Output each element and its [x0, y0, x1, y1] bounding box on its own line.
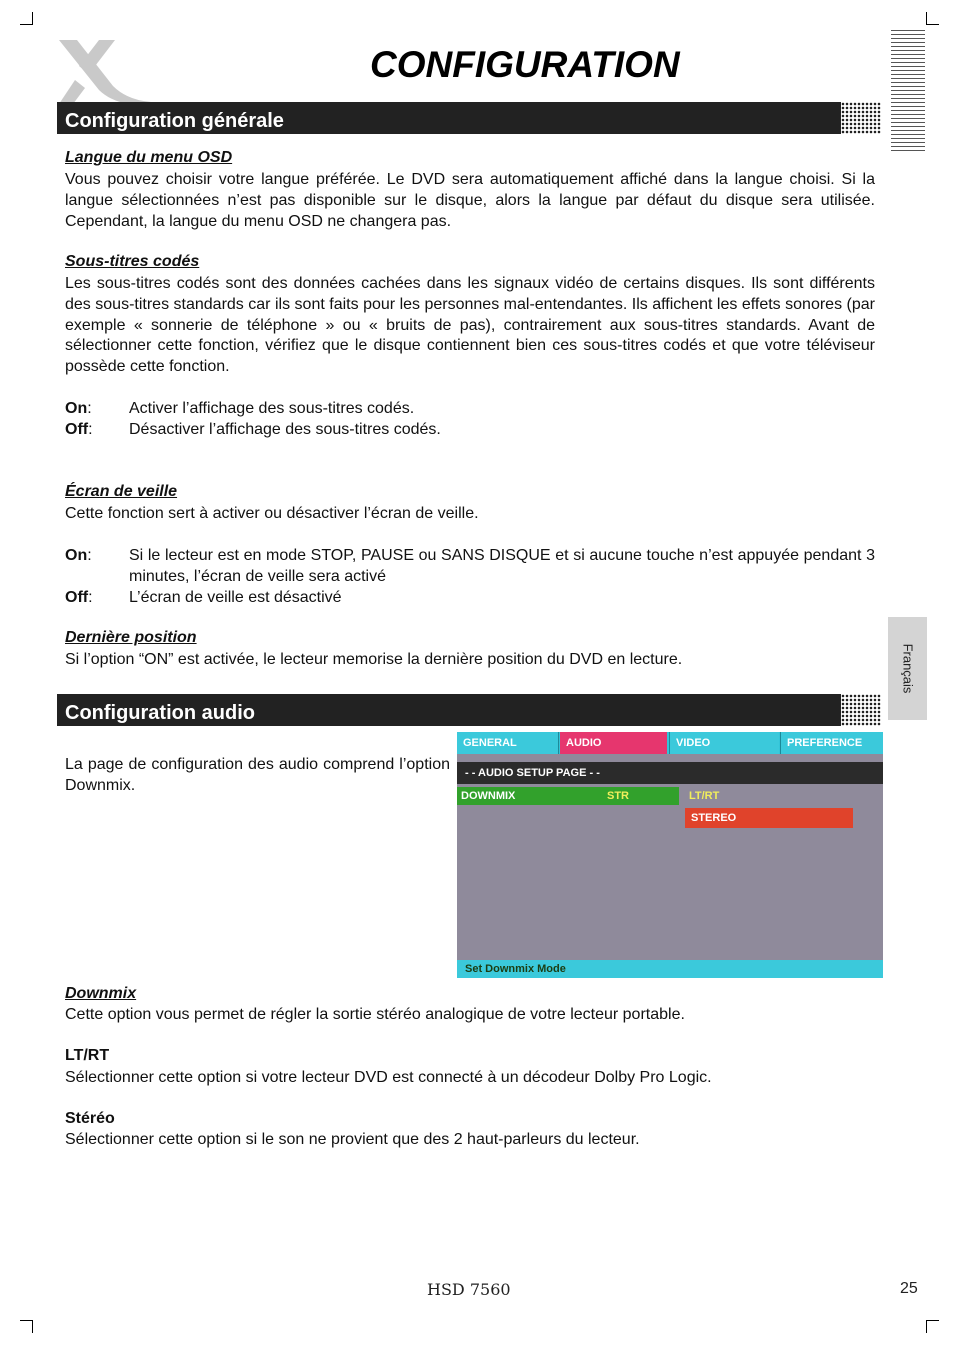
- osd-page-title: - - AUDIO SETUP PAGE - -: [457, 762, 883, 784]
- crop-mark-bottom-left: [20, 1320, 33, 1333]
- subtitles-off-option: Off: Désactiver l’affichage des sous-titres codés.: [65, 420, 875, 441]
- osd-tab-audio: AUDIO: [560, 732, 667, 754]
- section-header-general: [57, 102, 881, 134]
- last-position-heading: Dernière position: [65, 629, 197, 646]
- page-title: CONFIGURATION: [370, 44, 680, 85]
- page-number: 25: [900, 1280, 918, 1297]
- osd-row-value: STR: [607, 790, 629, 802]
- language-tab: [888, 617, 927, 720]
- osd-option-stereo: STEREO: [685, 808, 853, 828]
- option-text: Si le lecteur est en mode STOP, PAUSE ou SANS DISQUE et si aucune touche n’est appuyée pendant 3 minutes, l’écran de veille sera activé: [129, 547, 875, 585]
- section-title: Configuration générale: [65, 109, 284, 132]
- downmix-heading: Downmix: [65, 985, 137, 1002]
- subtitles-heading: Sous-titres codés: [65, 253, 200, 270]
- screensaver-heading: Écran de veille: [65, 483, 178, 500]
- option-key: On: [65, 547, 88, 564]
- ltrt-heading: LT/RT: [65, 1047, 110, 1064]
- osd-option-ltrt: LT/RT: [689, 790, 720, 802]
- crop-mark-top-right: [926, 12, 939, 25]
- subtitles-text: Les sous-titres codés sont des données cachées dans les signaux vidéo de certains disques. Ils sont différents des sous-titres standards car ils sont faits pour les personnes mal-entendantes. Ils affichent les effets sonores (par exemple « sonnerie de téléphone » ou « bruits de pas), contrairement aux sous-titres standards. Avant de sélectionner cette fonction, vérifiez que le disque contiennent bien ces sous-titres codés et que votre téléviseur possède cette fonction.: [65, 275, 875, 376]
- option-key: On: [65, 400, 88, 417]
- stereo-text: Sélectionner cette option si le son ne provient que des 2 haut-parleurs du lecteur.: [65, 1131, 640, 1148]
- dot-pattern: [841, 694, 881, 726]
- brand-x-logo: [55, 38, 155, 106]
- osd-language-text: Vous pouvez choisir votre langue préférée. Le DVD sera automatiquement affiché dans la langue choisi. Si la langue sélectionnées n’est pas disponible sur le disque, alors la langue par défaut du disque sera utilisée. Cependant, la langue du menu OSD ne changera pas.: [65, 171, 875, 230]
- subtitles-on-option: On: Activer l’affichage des sous-titres codés.: [65, 399, 875, 420]
- screensaver-text: Cette fonction sert à activer ou désactiver l’écran de veille.: [65, 505, 479, 522]
- screensaver-on-option: On: Si le lecteur est en mode STOP, PAUSE ou SANS DISQUE et si aucune touche n’est appuyée pendant 3 minutes, l’écran de veille sera activé: [65, 546, 875, 588]
- option-key: Off: [65, 421, 89, 438]
- decorative-stripes: [891, 30, 925, 154]
- ltrt-text: Sélectionner cette option si votre lecteur DVD est connecté à un décodeur Dolby Pro Logic.: [65, 1069, 712, 1086]
- osd-screenshot: [457, 732, 883, 978]
- screensaver-off-option: Off: L’écran de veille est désactivé: [65, 588, 875, 609]
- option-text: L’écran de veille est désactivé: [129, 589, 342, 606]
- crop-mark-top-left: [20, 12, 33, 25]
- stereo-heading: Stéréo: [65, 1110, 115, 1127]
- dot-pattern: [841, 102, 881, 134]
- section-header-audio: [57, 694, 881, 726]
- osd-tab-general: GENERAL: [457, 732, 559, 754]
- footer-model: HSD 7560: [427, 1280, 511, 1299]
- option-key: Off: [65, 589, 89, 606]
- osd-status-bar: Set Downmix Mode: [457, 960, 883, 978]
- option-text: Désactiver l’affichage des sous-titres codés.: [129, 421, 441, 438]
- section-title: Configuration audio: [65, 701, 255, 724]
- crop-mark-bottom-right: [926, 1320, 939, 1333]
- language-tab-label: Français: [900, 643, 916, 694]
- last-position-text: Si l’option “ON” est activée, le lecteur memorise la dernière position du DVD en lecture.: [65, 651, 683, 668]
- option-text: Activer l’affichage des sous-titres codés.: [129, 400, 415, 417]
- osd-tab-video: VIDEO: [669, 732, 779, 754]
- audio-intro-text: La page de configuration des audio comprend l’option Downmix.: [65, 756, 450, 794]
- downmix-text: Cette option vous permet de régler la sortie stéréo analogique de votre lecteur portable.: [65, 1006, 685, 1023]
- osd-language-heading: Langue du menu OSD: [65, 149, 233, 166]
- osd-tab-preference: PREFERENCE: [780, 732, 883, 754]
- osd-row-label: DOWNMIX: [461, 790, 516, 802]
- osd-downmix-row: [457, 787, 679, 805]
